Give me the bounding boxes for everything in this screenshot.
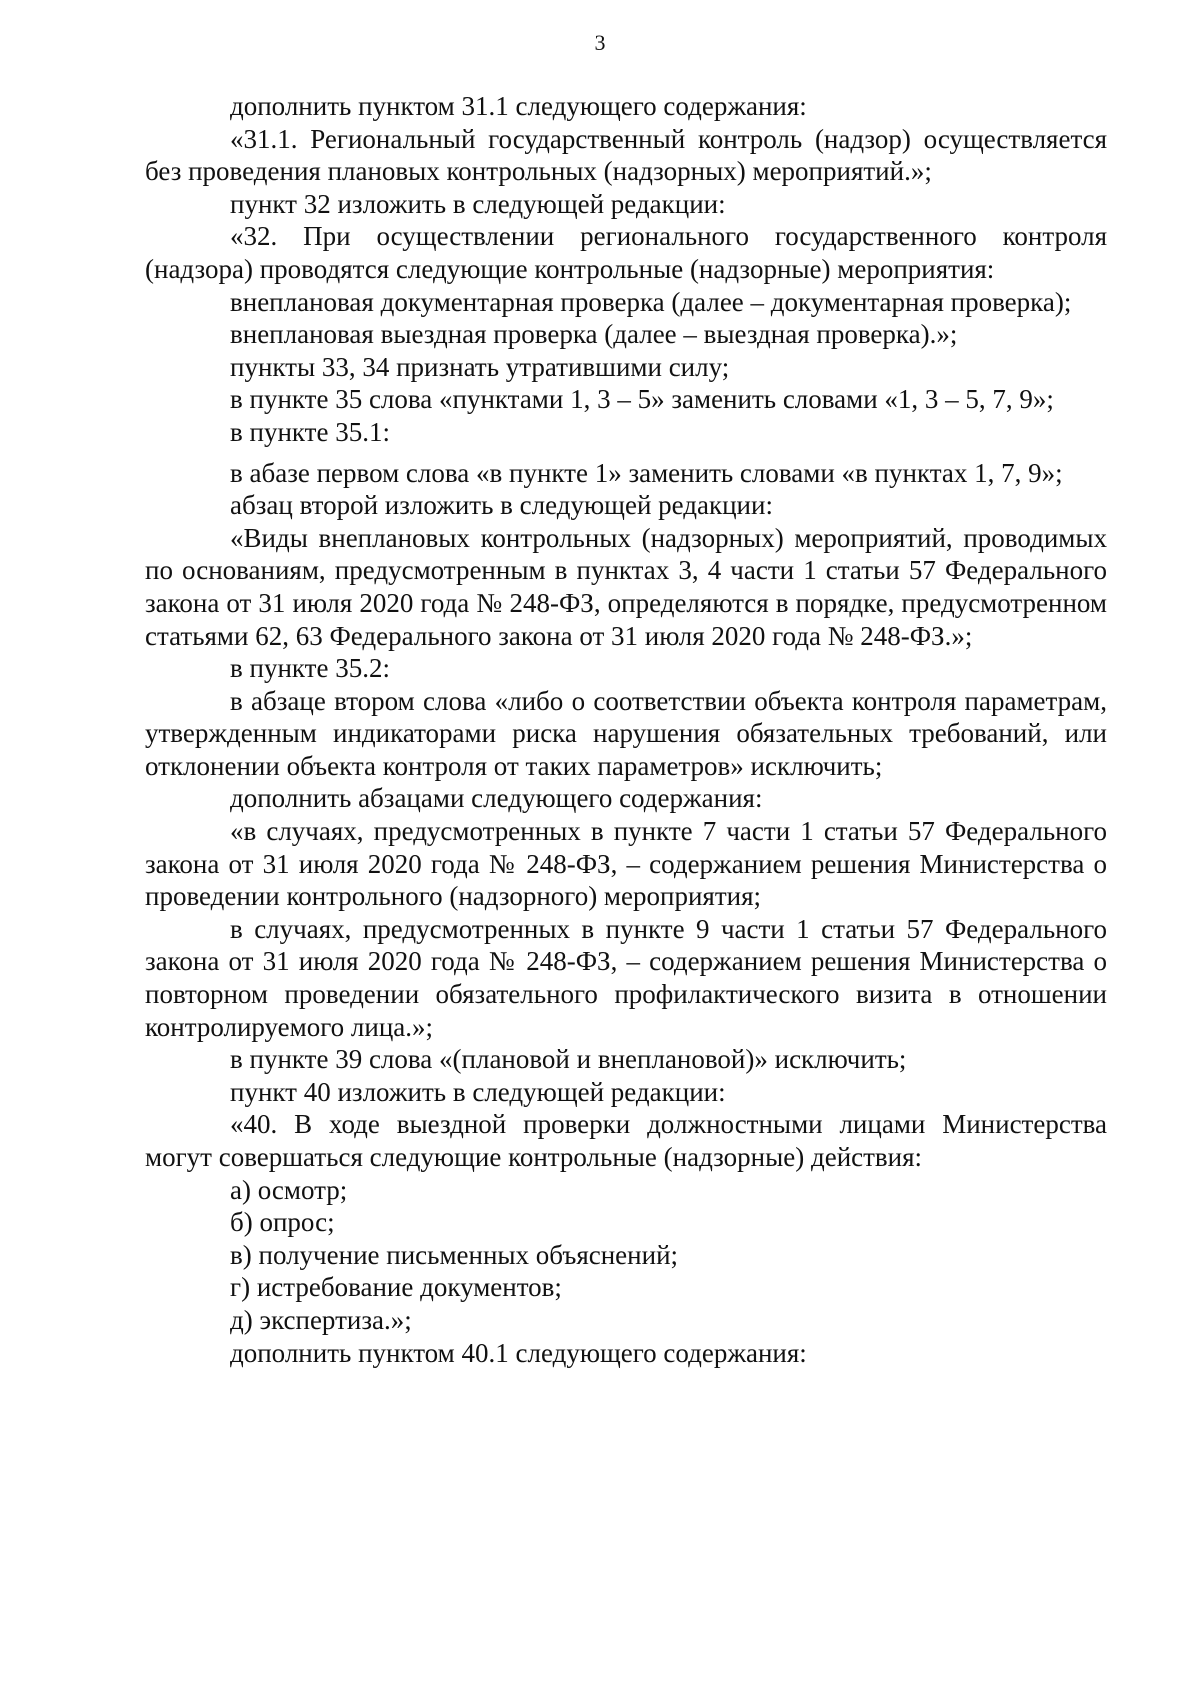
paragraph-12: «Виды внеплановых контрольных (надзорных) мероприятий, проводимых по основаниям, предусмотренным в пунктах 3, 4 части 1 статьи 57 Федерального закона от 31 июля 2020 года № 248-ФЗ, определяются в порядке, предусмотренном статьями 62, 63 Федерального закона от 31 июля 2020 года № 248-ФЗ.»; xyxy=(145,522,1107,651)
paragraph-3: пункт 32 изложить в следующей редакции: xyxy=(230,188,726,219)
paragraph-16: «в случаях, предусмотренных в пункте 7 части 1 статьи 57 Федерального закона от 31 июля 2020 года № 248-ФЗ, – содержанием решения Министерства о проведении контрольного (надзорного) мероприятия; xyxy=(145,816,1107,912)
paragraph-1: дополнить пунктом 31.1 следующего содержания: xyxy=(230,91,807,121)
paragraph-6: внеплановая выездная проверка (далее – выездная проверка).»; xyxy=(230,319,958,350)
paragraph-26: дополнить пунктом 40.1 следующего содержания: xyxy=(230,1337,807,1368)
paragraph-19: пункт 40 изложить в следующей редакции: xyxy=(230,1076,726,1107)
paragraph-7: пункты 33, 34 признать утратившими силу; xyxy=(230,351,730,382)
paragraph-17: в случаях, предусмотренных в пункте 9 части 1 статьи 57 Федерального закона от 31 июля 2020 года № 248-ФЗ, – содержанием решения Министерства о повторном проведении обязательного профилактического визита в отношении контролируемого лица.»; xyxy=(145,913,1107,1042)
paragraph-11: абзац второй изложить в следующей редакции: xyxy=(230,490,773,521)
paragraph-22: б) опрос; xyxy=(230,1207,335,1238)
paragraph-15: дополнить абзацами следующего содержания: xyxy=(230,783,763,814)
document-body xyxy=(145,90,1107,1369)
paragraph-8: в пункте 35 слова «пунктами 1, 3 – 5» заменить словами «1, 3 – 5, 7, 9»; xyxy=(230,384,1054,415)
paragraph-9: в пункте 35.1: xyxy=(230,416,390,447)
paragraph-10: в абазе первом слова «в пункте 1» заменить словами «в пунктах 1, 7, 9»; xyxy=(230,457,1063,488)
paragraph-13: в пункте 35.2: xyxy=(230,653,390,684)
paragraph-5: внеплановая документарная проверка (далее – документарная проверка); xyxy=(230,286,1072,317)
paragraph-24: г) истребование документов; xyxy=(230,1272,562,1303)
page-number: 3 xyxy=(594,30,606,55)
paragraph-25: д) экспертиза.»; xyxy=(230,1304,412,1335)
paragraph-18: в пункте 39 слова «(плановой и внеплановой)» исключить; xyxy=(230,1044,907,1075)
paragraph-14: в абзаце втором слова «либо о соответствии объекта контроля параметрам, утвержденным индикаторами риска нарушения обязательных требований, или отклонении объекта контроля от таких параметров» исключить; xyxy=(145,685,1107,781)
paragraph-21: а) осмотр; xyxy=(230,1174,348,1205)
paragraph-23: в) получение письменных объяснений; xyxy=(230,1239,679,1270)
paragraph-4: «32. При осуществлении регионального государственного контроля (надзора) проводятся следующие контрольные (надзорные) мероприятия: xyxy=(145,221,1107,284)
paragraph-2: «31.1. Региональный государственный контроль (надзор) осуществляется без проведения плановых контрольных (надзорных) мероприятий.»; xyxy=(145,123,1107,187)
paragraph-20: «40. В ходе выездной проверки должностными лицами Министерства могут совершаться следующие контрольные (надзорные) действия: xyxy=(145,1109,1107,1172)
